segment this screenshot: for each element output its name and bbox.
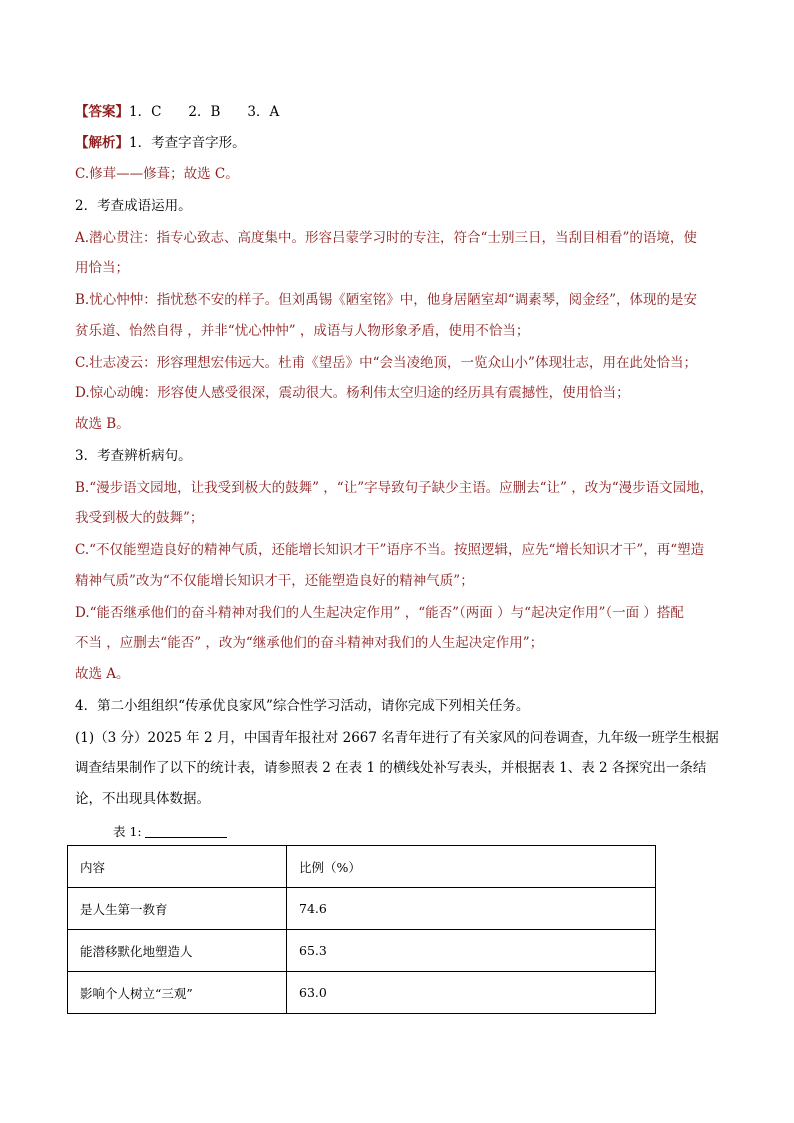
analysis-paragraph: C.修茸——修葺；故选 C。 [75,166,239,182]
table-row [68,888,656,930]
statistics-table [67,845,656,1014]
analysis-paragraph: D.惊心动魄：形容使人感受很深，震动很大。杨利伟太空归途的经历具有震撼性，使用恰当； [75,385,630,401]
section-heading: 3．考查辨析病句。 [75,448,192,464]
analysis-paragraph: 故选 B。 [75,416,130,432]
answer-label: 【答案】 [75,104,129,120]
analysis-paragraph: C.壮志凌云：形容理想宏伟远大。杜甫《望岳》中“会当凌绝顶，一览众山小”体现壮志，用在此处恰当； [75,355,697,371]
analysis-paragraph: 用恰当； [75,260,129,276]
table-header-row [68,846,656,888]
fill-in-blank[interactable] [145,825,227,838]
table-header-cell: 内容 [68,846,287,888]
table-cell: 能潜移默化地塑造人 [68,930,287,972]
analysis-paragraph: C.“不仅能塑造良好的精神气质，还能增长知识才干”语序不当。按照逻辑，应先“增长知识才干”，再“塑造 [75,542,705,558]
table-cell: 74.6 [287,888,656,930]
analysis-paragraph: B.忧心忡忡：指忧愁不安的样子。但刘禹锡《陋室铭》中，他身居陋室却“调素琴，阅金经”，体现的是安 [75,292,698,308]
analysis-paragraph: 我受到极大的鼓舞”； [75,510,204,526]
table-header-cell: 比例（%） [287,846,656,888]
table-caption [113,822,227,840]
table-caption-text: 表 1: [113,824,142,839]
analysis-text: 1．考查字音字形。 [129,135,246,151]
table-row [68,930,656,972]
analysis-paragraph: 精神气质”改为“不仅能增长知识才干，还能塑造良好的精神气质”； [75,573,474,589]
analysis-line [75,133,246,153]
analysis-paragraph: D.“能否继承他们的奋斗精神对我们的人生起决定作用” ，“能否”（两面 ）与“起决定作用”（一面 ）搭配 [75,605,684,621]
table-cell: 影响个人树立“三观” [68,972,287,1014]
analysis-paragraph: B.“漫步语文园地，让我受到极大的鼓舞” ，“让”字导致句子缺少主语。应删去“让” ，改为“漫步语文园地， [75,480,714,496]
analysis-label: 【解析】 [75,135,129,151]
table-cell: 65.3 [287,930,656,972]
analysis-paragraph: 贫乐道、怡然自得 ，并非“忧心忡忡” ，成语与人物形象矛盾，使用不恰当； [75,323,530,339]
analysis-paragraph: A.潜心贯注：指专心致志、高度集中。形容吕蒙学习时的专注，符合“士别三日，当刮目相看”的语境，使 [75,230,697,246]
answer-line [75,102,279,122]
table-row [68,972,656,1014]
question-text: 论，不出现具体数据。 [75,791,210,807]
table-cell: 是人生第一教育 [68,888,287,930]
question-text: 4．第二小组组织“传承优良家风”综合性学习活动，请你完成下列相关任务。 [75,698,530,714]
section-heading: 2．考查成语运用。 [75,198,192,214]
analysis-paragraph: 故选 A。 [75,666,130,682]
question-text: (1)（3 分）2025 年 2 月，中国青年报社对 2667 名青年进行了有关家风的问卷调查，九年级一班学生根据 [75,730,719,746]
question-text: 调查结果制作了以下的统计表，请参照表 2 在表 1 的横线处补写表头，并根据表 1、表 2 各探究出一条结 [75,760,707,776]
analysis-paragraph: 不当 ，应删去“能否” ，改为“继承他们的奋斗精神对我们的人生起决定作用”； [75,635,544,651]
answer-text: 1．C 2．B 3．A [129,104,280,120]
table-cell: 63.0 [287,972,656,1014]
